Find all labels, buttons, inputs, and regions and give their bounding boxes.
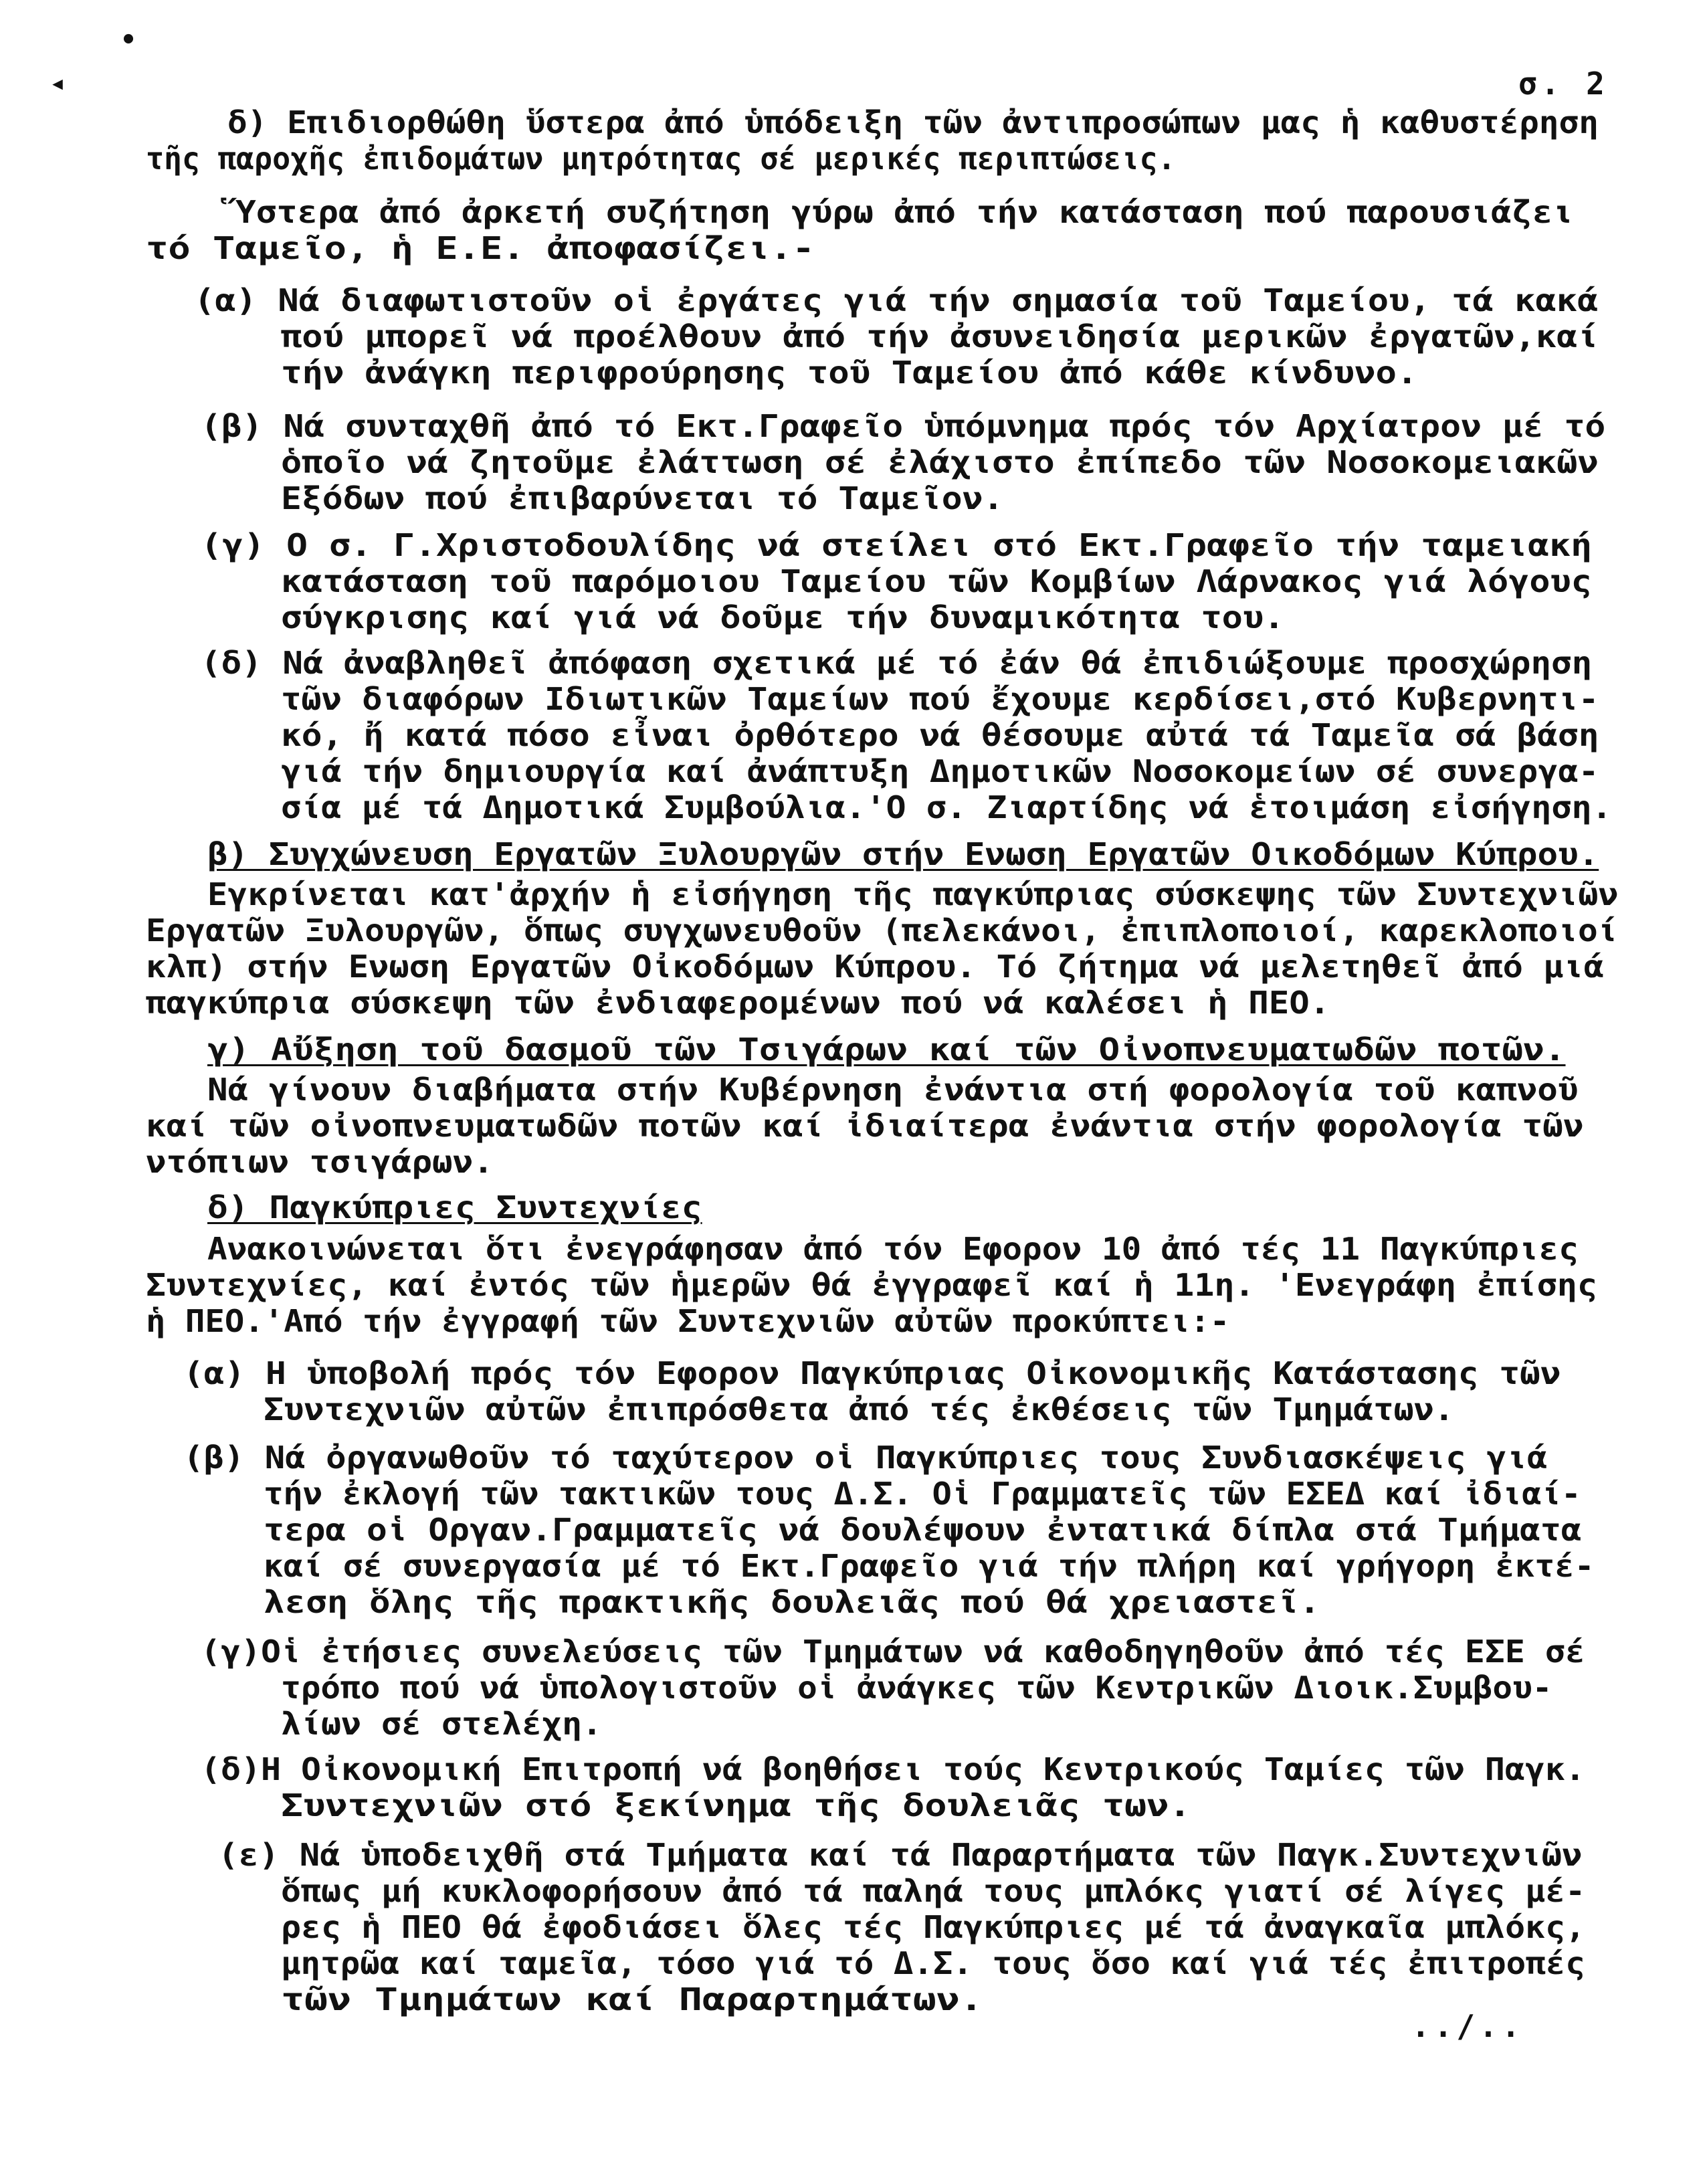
text-line: (β) Νά ὀργανωθοῦν τό ταχύτερον οἱ Παγκύπριες τους Συνδιασκέψεις γιά — [183, 1440, 1548, 1476]
text-line: (ε) Νά ὑποδειχθῆ στά Τμήματα καί τά Παραρτήματα τῶν Παγκ.Συντεχνιῶν — [218, 1837, 1583, 1873]
text-line: Εργατῶν Ξυλουργῶν, ὅπως συγχωνευθοῦν (πελεκάνοι, ἐπιπλοποιοί, καρεκλοποιοί — [146, 912, 1618, 949]
text-line: (δ)Η Οἰκονομική Επιτροπή νά βοηθήσει τούς Κεντρικούς Ταμίες τῶν Παγκ. — [201, 1751, 1585, 1787]
text-line: τερα οἱ Οργαν.Γραμματεῖς νά δουλέψουν ἐντατικά δίπλα στά Τμήματα — [264, 1512, 1582, 1548]
text-line: ὅπως μή κυκλοφορήσουν ἀπό τά παληά τους μπλόκς γιατί σέ λίγες μέ- — [281, 1873, 1586, 1909]
text-line: ὁποῖο νά ζητοῦμε ἐλάττωση σέ ἐλάχιστο ἐπίπεδο τῶν Νοσοκομειακῶν — [281, 444, 1599, 480]
text-line: κό, ἤ κατά πόσο εἶναι ὀρθότερο νά θέσουμε αὐτά τά Ταμεῖα σά βάση — [281, 717, 1599, 753]
text-line: (γ)Οἱ ἐτήσιες συνελεύσεις τῶν Τμημάτων νά καθοδηγηθοῦν ἀπό τές ΕΣΕ σέ — [201, 1633, 1585, 1670]
text-line: (δ) Νά ἀναβληθεῖ ἀπόφαση σχετικά μέ τό ἐάν θά ἐπιδιώξουμε προσχώρηση — [201, 645, 1593, 681]
text-line: παγκύπρια σύσκεψη τῶν ἐνδιαφερομένων πού νά καλέσει ἡ ΠΕΟ. — [146, 985, 1330, 1021]
text-line: τῶν Τμημάτων καί Παραρτημάτων. — [281, 1981, 983, 2017]
text-line: Εξόδων πού ἐπιβαρύνεται τό Ταμεῖον. — [281, 480, 1004, 516]
text-line: ντόπιων τσιγάρων. — [146, 1144, 494, 1180]
text-line: κλπ) στήν Ενωση Εργατῶν Οἰκοδόμων Κύπρου. Τό ζήτημα νά μελετηθεῖ ἀπό μιά — [146, 949, 1604, 985]
text-line: (β) Νά συνταχθῆ ἀπό τό Εκτ.Γραφεῖο ὑπόμνημα πρός τόν Αρχίατρον μέ τό — [201, 408, 1606, 444]
text-line: πού μπορεῖ νά προέλθουν ἀπό τήν ἀσυνειδησία μερικῶν ἐργατῶν,καί — [281, 318, 1599, 355]
text-line: Ανακοινώνεται ὅτι ἐνεγράφησαν ἀπό τόν Εφορον 10 ἀπό τές 11 Παγκύπριες — [207, 1231, 1579, 1267]
text-line: τήν ἐκλογή τῶν τακτικῶν τους Δ.Σ. Οἱ Γραμματεῖς τῶν ΕΣΕΔ καί ἰδιαί- — [264, 1476, 1581, 1512]
margin-mark: • — [120, 25, 137, 56]
text-line: Συντεχνίες, καί ἐντός τῶν ἡμερῶν θά ἐγγραφεῖ καί ἡ 11η. 'Ενεγράφη ἐπίσης — [146, 1267, 1597, 1303]
text-line: καί σέ συνεργασία μέ τό Εκτ.Γραφεῖο γιά τήν πλήρη καί γρήγορη ἐκτέ- — [264, 1548, 1595, 1584]
text-line: (α) Νά διαφωτιστοῦν οἱ ἐργάτες γιά τήν σημασία τοῦ Ταμείου, τά κακά — [194, 282, 1599, 318]
text-line: γιά τήν δημιουργία καί ἀνάπτυξη Δημοτικῶν Νοσοκομείων σέ συνεργα- — [281, 753, 1599, 789]
text-line: μητρῶα καί ταμεῖα, τόσο γιά τό Δ.Σ. τους ὅσο καί γιά τές ἐπιτροπές — [281, 1945, 1585, 1981]
text-line: τό Ταμεῖο, ἡ Ε.Ε. ἀποφασίζει.- — [146, 230, 815, 266]
text-line: λίων σέ στελέχη. — [281, 1706, 603, 1742]
text-line: Ὕστερα ἀπό ἀρκετή συζήτηση γύρω ἀπό τήν κατάσταση πού παρουσιάζει — [235, 194, 1574, 230]
text-line: ρες ἡ ΠΕΟ θά ἐφοδιάσει ὅλες τές Παγκύπριες μέ τά ἀναγκαῖα μπλόκς, — [281, 1909, 1586, 1945]
section-heading-text: γ) Αὔξηση τοῦ δασμοῦ τῶν Τσιγάρων καί τῶν Οἰνοπνευματωδῶν ποτῶν. — [207, 1031, 1566, 1068]
text-line: τῆς παροχῆς ἐπιδομάτων μητρότητας σέ μερικές περιπτώσεις. — [146, 140, 1176, 177]
text-line: (γ) Ο σ. Γ.Χριστοδουλίδης νά στείλει στό Εκτ.Γραφεῖο τήν ταμειακή — [201, 527, 1593, 563]
text-line: κατάσταση τοῦ παρόμοιου Ταμείου τῶν Κομβίων Λάρνακος γιά λόγους — [281, 563, 1592, 599]
section-heading-text: δ) Παγκύπριες Συντεχνίες — [207, 1189, 702, 1225]
section-heading — [207, 1031, 1566, 1068]
section-heading — [207, 836, 1599, 872]
section-heading — [207, 1189, 702, 1225]
text-line: Συντεχνιῶν αὐτῶν ἐπιπρόσθετα ἀπό τές ἐκθέσεις τῶν Τμημάτων. — [264, 1391, 1454, 1427]
text-line: τήν ἀνάγκη περιφρούρησης τοῦ Ταμείου ἀπό κάθε κίνδυνο. — [281, 355, 1418, 391]
text-line: σία μέ τά Δημοτικά Συμβούλια.'Ο σ. Ζιαρτίδης νά ἑτοιμάση εἰσήγηση. — [281, 789, 1612, 825]
text-line: ἡ ΠΕΟ.'Από τήν ἐγγραφή τῶν Συντεχνιῶν αὐτῶν προκύπτει:- — [146, 1303, 1230, 1339]
text-line: δ) Επιδιορθώθη ὕστερα ἀπό ὑπόδειξη τῶν ἀντιπροσώπων μας ἡ καθυστέρηση — [227, 104, 1599, 140]
text-line: (α) Η ὑποβολή πρός τόν Εφορον Παγκύπριας Οἰκονομικῆς Κατάστασης τῶν — [183, 1355, 1561, 1391]
text-line: Νά γίνουν διαβήματα στήν Κυβέρνηση ἐνάντια στή φορολογία τοῦ καπνοῦ — [207, 1072, 1579, 1108]
text-line: Συντεχνιῶν στό ξεκίνημα τῆς δουλειᾶς των. — [281, 1787, 1191, 1823]
section-heading-text: β) Συγχώνευση Εργατῶν Ξυλουργῶν στήν Ενωση Εργατῶν Οικοδόμων Κύπρου. — [207, 836, 1599, 872]
margin-mark: ◂ — [49, 68, 66, 98]
text-line: καί τῶν οἰνοπνευματωδῶν ποτῶν καί ἰδιαίτερα ἐνάντια στήν φορολογία τῶν — [146, 1108, 1584, 1144]
text-line: τρόπο πού νά ὑπολογιστοῦν οἱ ἀνάγκες τῶν Κεντρικῶν Διοικ.Συμβου- — [281, 1670, 1552, 1706]
text-line: Εγκρίνεται κατ'ἀρχήν ἡ εἰσήγηση τῆς παγκύπριας σύσκεψης τῶν Συντεχνιῶν — [207, 876, 1619, 912]
page-number: σ. 2 — [1518, 66, 1609, 102]
text-line: λεση ὅλης τῆς πρακτικῆς δουλειᾶς πού θά χρειαστεῖ. — [264, 1584, 1320, 1620]
continuation-mark: ../.. — [1411, 2008, 1524, 2044]
text-line: σύγκρισης καί γιά νά δοῦμε τήν δυναμικότητα του. — [281, 599, 1285, 635]
text-line: τῶν διαφόρων Ιδιωτικῶν Ταμείων πού ἔχουμε κερδίσει,στό Κυβερνητι- — [281, 681, 1599, 717]
